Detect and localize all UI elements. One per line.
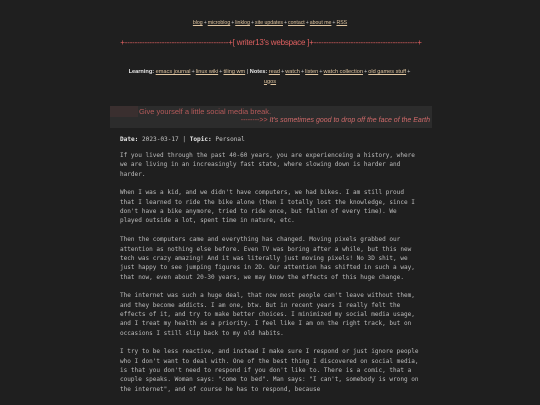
divider: | [246,69,249,75]
post-headline: Give yourself a little social media break. [139,107,272,116]
notes-link-ugos[interactable]: ugos [263,78,277,85]
nav-separator: + [332,20,336,26]
learn-link-tiling-wm[interactable]: tiling wm [223,69,246,75]
post-tagline [241,117,430,124]
separator: + [280,69,285,75]
article-paragraph: When I was a kid, and we didn't have computers, we had bikes. I am still proud that I learned to ride the bike alone (then I totally lost the knowledge, since I don't have a bike anymore, tried to ride once, but fallen of every time). We played outside a lot, spent time in nature, etc. [120,189,415,225]
separator: + [363,69,368,75]
article-paragraph: Then the computers came and everything has changed. Moving pixels grabbed our attention as nothing else before. Even TV was boring after a while, but this new tech was crazy amazing! And it was literally just moving pixels! No 3D shit, we just happy to see jumping figures in 2D. Our attention has shifted in such a way, that now, even about 20-30 years, we may know the effects of this huge change. [120,236,415,281]
article-paragraph: If you lived through the past 40-60 years, you are experienceing a history, where we are living in an increasingly fast state, where slowing down is harder and harder. [120,152,415,178]
nav-link-contact[interactable]: contact [288,20,305,26]
learn-link-linux-wiki[interactable]: linux wiki [195,69,219,75]
separator: + [407,69,411,75]
learn-link-emacs-journal[interactable]: emacs journal [155,69,191,75]
tagline-arrow: -------->> [240,117,268,124]
article-paragraph: The internet was such a huge deal, that now most people can't leave without them, and they become addicts. I am one, btw. But in recent years I really felt the effects of it, and try to make better choices. I minimized my social media usage, and I treat my health as a priority. I feel like I am on the right track, but on occasions I still slip back to my old habits. [120,292,415,337]
notes-link-watch[interactable]: watch [285,69,300,75]
notes-link-read[interactable]: read [268,69,280,75]
nav-link-rss[interactable]: RSS [336,20,348,26]
nav-separator: + [250,20,254,26]
nav-link-linklog[interactable]: linklog [235,20,250,26]
nav-link-microblog[interactable]: microblog [207,20,231,26]
meta-divider: | [182,136,187,143]
post-topic: Personal [215,136,245,143]
article-paragraph: I try to be less reactive, and instead I make sure I respond or just ignore people who I don't want to deal with. One of the best thing I discovered on social media, is that you don't need to respond if you don't like to. There is a comic, that a couple speaks. Woman says: "come to bed". Man says: "I can't, somebody is wrong on the internet", and of course he has to respond, because [120,348,419,393]
post-banner [110,106,432,128]
post-meta [120,136,245,143]
topic-label: Topic: [189,136,212,143]
separator: + [219,69,223,75]
learning-label: Learning: [128,69,155,75]
article-body [120,151,422,404]
post-date: 2023-03-17 [142,136,179,143]
nav-separator: + [203,20,207,26]
tagline-text: It's sometimes good to drop off the face of the Earth [269,117,430,124]
nav-separator: + [305,20,309,26]
nav-separator: + [283,20,288,26]
site-title: +------------------------------------------+[ writer13's webspace ]+------------------------------------------+ [120,38,422,47]
separator: + [300,69,305,75]
separator: + [191,69,195,75]
nav-link-about-me[interactable]: about me [309,20,332,26]
nav-link-site-updates[interactable]: site updates [255,20,283,26]
date-label: Date: [120,136,139,143]
separator: + [319,69,323,75]
notes-link-watch-collection[interactable]: watch collection [323,69,363,75]
nav-separator: + [231,20,235,26]
learning-notes-bar [108,68,432,87]
banner-accent [110,106,138,117]
nav-link-blog[interactable]: blog [192,20,203,26]
top-navigation [0,20,540,26]
notes-link-listen[interactable]: listen [305,69,319,75]
notes-link-old-games-stuff[interactable]: old games stuff [368,69,407,75]
notes-label: Notes: [249,69,268,75]
